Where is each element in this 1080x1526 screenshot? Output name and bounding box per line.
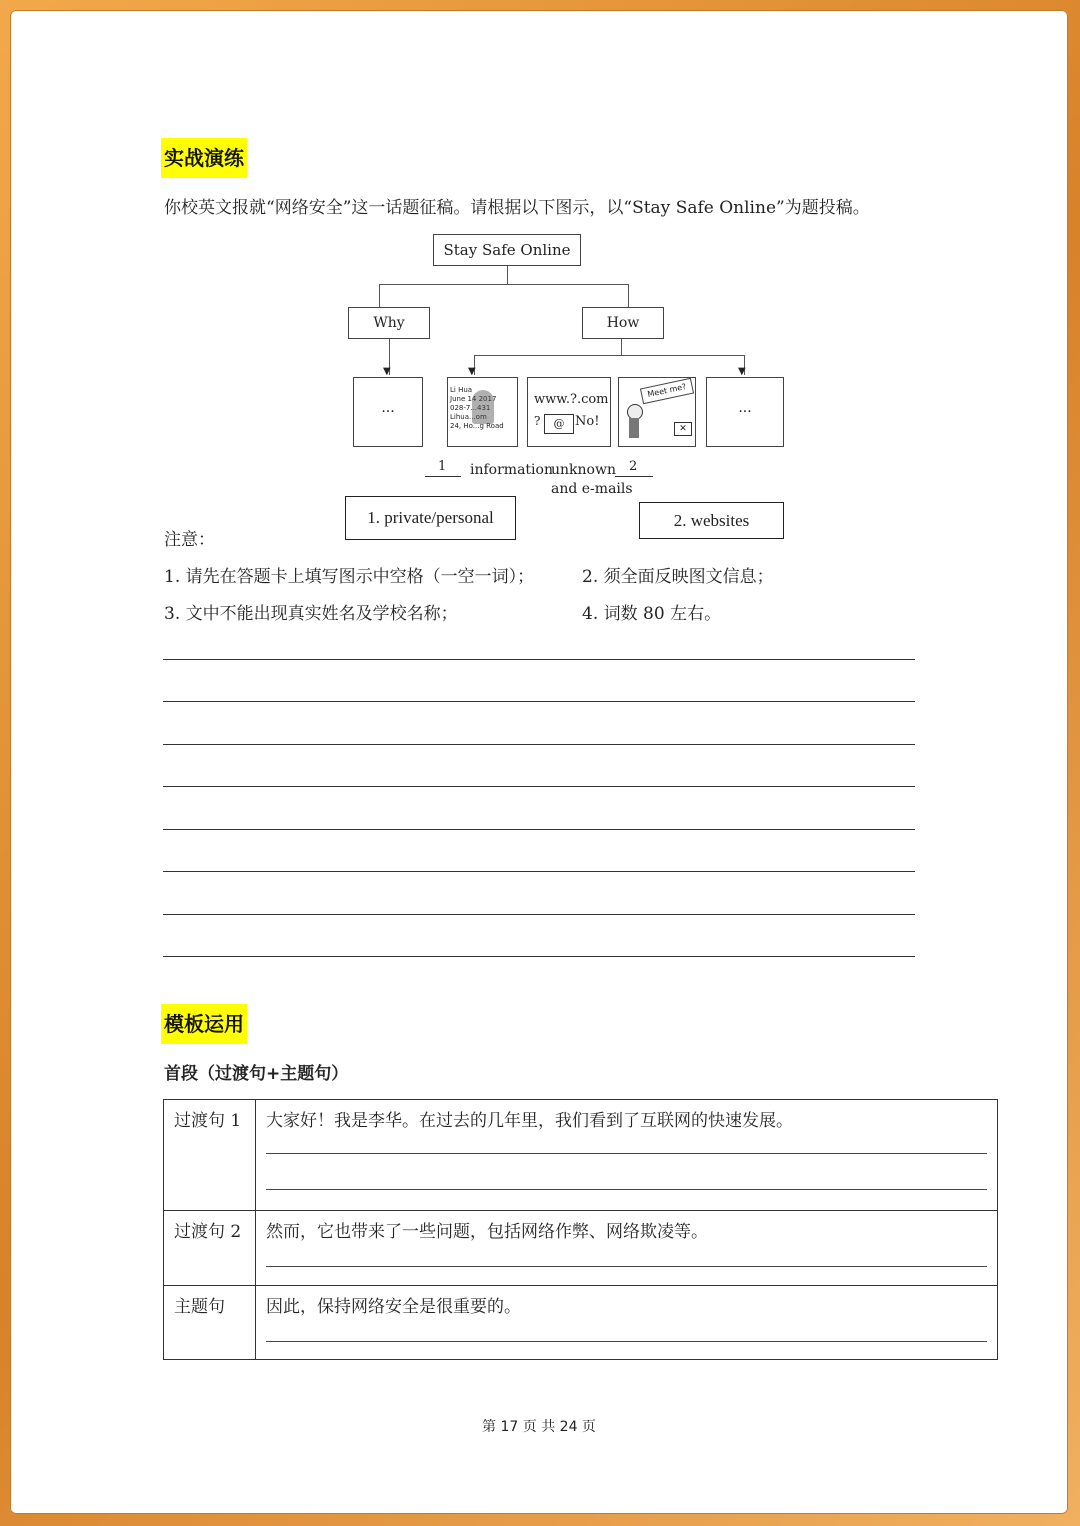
row-label: 过渡句 1: [164, 1100, 256, 1211]
notes-label: 注意：: [164, 530, 215, 550]
writing-line[interactable]: [266, 1341, 987, 1342]
diagram-image-stranger: [618, 377, 696, 447]
note-2: 2. 须全面反映图文信息；: [582, 567, 774, 587]
writing-line[interactable]: [163, 659, 915, 660]
page-footer: 第 17 页 共 24 页: [482, 1419, 596, 1435]
connector: [621, 339, 622, 355]
answer-box-2: 2. websites: [639, 502, 784, 539]
row-content: 然而，它也带来了一些问题，包括网络作弊、网络欺凌等。: [256, 1211, 998, 1286]
writing-line[interactable]: [163, 914, 915, 915]
task-prompt: 你校英文报就“网络安全”这一话题征稿。请根据以下图示，以“Stay Safe Online”为题投稿。: [164, 198, 870, 218]
writing-line[interactable]: [163, 871, 915, 872]
note-3: 3. 文中不能出现真实姓名及学校名称；: [164, 604, 458, 624]
diagram-image-personal-info: Li Hua June 14 2017 028-7...431 Lihua...om 24, Ho...g Road: [447, 377, 518, 447]
table-row: [164, 1100, 998, 1211]
close-icon: ✕: [674, 422, 692, 436]
writing-line[interactable]: [163, 786, 915, 787]
connector: [379, 284, 629, 285]
caption-emails: and e-mails: [551, 481, 633, 497]
writing-line[interactable]: [266, 1266, 987, 1267]
diagram-why-placeholder: ···: [353, 377, 423, 447]
lock-icon: [472, 390, 494, 424]
connector: [628, 284, 629, 308]
note-4: 4. 词数 80 左右。: [582, 604, 722, 624]
caption-unknown: unknown: [551, 462, 616, 478]
blank-2-number: 2: [629, 459, 638, 474]
arrow-head-icon: ▼: [383, 366, 391, 377]
writing-line[interactable]: [266, 1153, 987, 1154]
caption-information: information: [470, 462, 553, 478]
section-heading-template: 模板运用: [161, 1004, 247, 1044]
row-label: 主题句: [164, 1286, 256, 1360]
blank-line-1: [425, 476, 461, 477]
row-content: 因此，保持网络安全是很重要的。: [256, 1286, 998, 1360]
connector: [379, 284, 380, 308]
writing-line[interactable]: [163, 956, 915, 957]
diagram-root-box: Stay Safe Online: [433, 234, 581, 266]
writing-line[interactable]: [163, 829, 915, 830]
speech-bubble: Meet me?: [640, 378, 694, 404]
template-table: [163, 1099, 998, 1360]
document-page: [10, 10, 1068, 1514]
diagram-how-placeholder: ···: [706, 377, 784, 447]
answer-box-1: 1. private/personal: [345, 496, 516, 540]
subheading-first-paragraph: 首段（过渡句+主题句）: [164, 1064, 349, 1084]
table-row: [164, 1211, 998, 1286]
blank-1-number: 1: [438, 459, 447, 474]
diagram-why-box: Why: [348, 307, 430, 339]
arrow-head-icon: ▼: [738, 366, 746, 377]
writing-line[interactable]: [266, 1189, 987, 1190]
row-label: 过渡句 2: [164, 1211, 256, 1286]
row-content: 大家好！我是李华。在过去的几年里，我们看到了互联网的快速发展。: [256, 1100, 998, 1211]
arrow-head-icon: ▼: [468, 366, 476, 377]
section-heading-practice: 实战演练: [161, 138, 247, 178]
writing-line[interactable]: [163, 744, 915, 745]
note-1: 1. 请先在答题卡上填写图示中空格（一空一词）；: [164, 567, 535, 587]
connector: [474, 355, 744, 356]
blank-line-2: [615, 476, 653, 477]
email-envelope-icon: @: [544, 414, 574, 434]
writing-line[interactable]: [163, 701, 915, 702]
diagram-how-box: How: [582, 307, 664, 339]
diagram-image-website: www.?.com ? @ No!: [527, 377, 611, 447]
connector: [507, 266, 508, 284]
table-row: [164, 1286, 998, 1360]
